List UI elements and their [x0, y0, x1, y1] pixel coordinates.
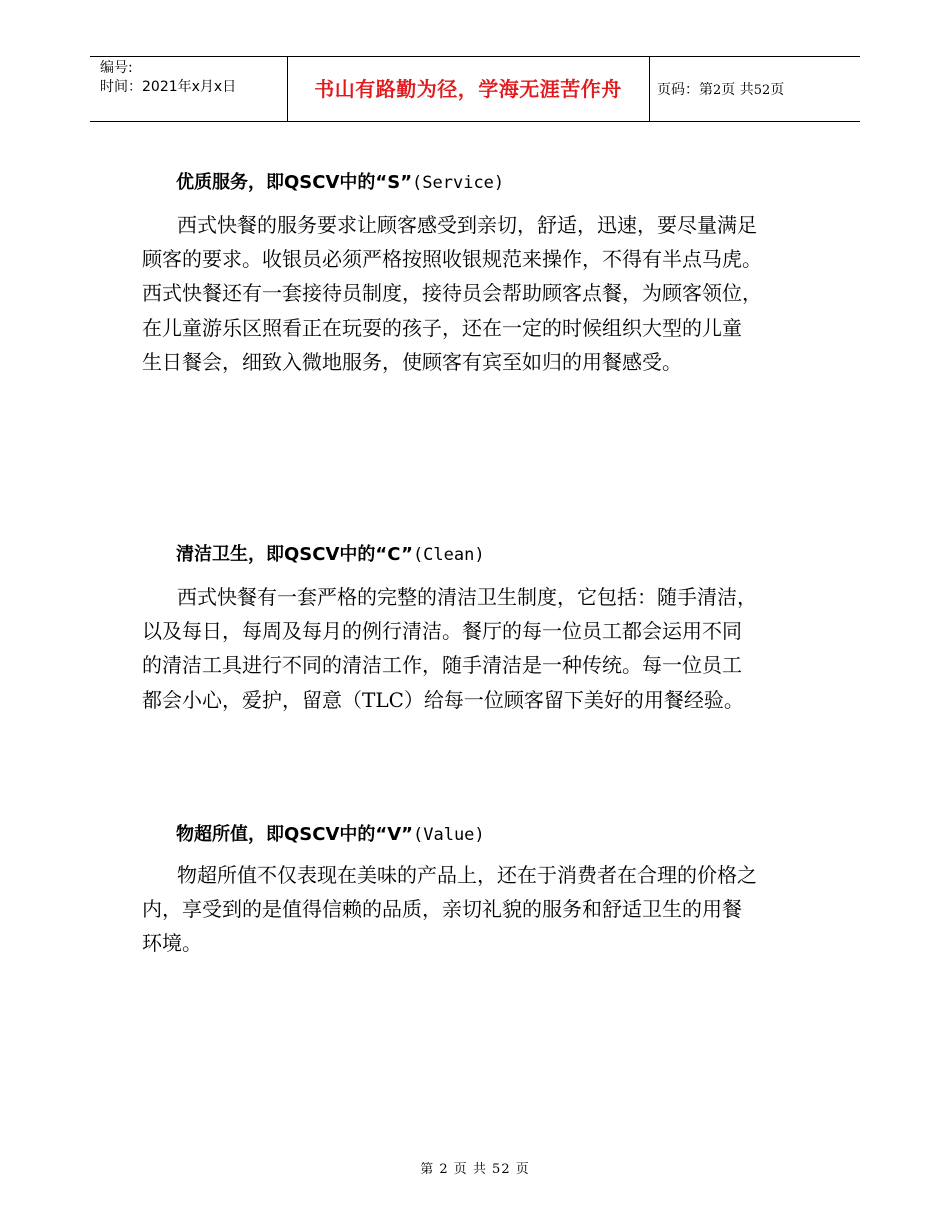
heading-text: 优质服务，即QSCV中的“S” — [176, 172, 413, 193]
header-motto: 书山有路勤为径，学海无涯苦作舟 — [314, 77, 622, 101]
section-heading-clean — [176, 540, 485, 566]
body-line: 西式快餐的服务要求让顾客感受到亲切，舒适，迅速，要尽量满足 — [177, 213, 757, 237]
page-prefix: 页码：第 — [657, 82, 713, 98]
body-line: 以及每日，每周及每月的例行清洁。餐厅的每一位员工都会运用不同 — [142, 619, 742, 644]
section-body-clean — [142, 580, 822, 717]
page-footer: 第 2 页 共 52 页 — [420, 1162, 530, 1177]
section-body-service — [142, 208, 822, 379]
page-total: 52 — [753, 83, 771, 98]
section-body-value — [142, 858, 822, 961]
body-line: 西式快餐还有一套接待员制度，接待员会帮助顾客点餐，为顾客领位， — [142, 281, 762, 306]
body-line: 生日餐会，细致入微地服务，使顾客有宾至如归的用餐感受。 — [142, 349, 682, 374]
body-line: 都会小心，爱护，留意（TLC）给每一位顾客留下美好的用餐经验。 — [142, 687, 744, 712]
page-current: 2 — [713, 83, 722, 98]
heading-latin: (Clean) — [412, 545, 485, 565]
page-header — [90, 56, 860, 122]
heading-latin: (Service) — [412, 173, 505, 193]
heading-text: 物超所值，即QSCV中的“V” — [176, 824, 413, 845]
header-divider-right — [649, 57, 650, 121]
body-line: 物超所值不仅表现在美味的产品上，还在于消费者在合理的价格之 — [177, 863, 757, 887]
page-suffix: 页 — [770, 82, 785, 98]
body-line: 在儿童游乐区照看正在玩耍的孩子，还在一定的时候组织大型的儿童 — [142, 315, 742, 340]
header-meta — [100, 59, 236, 97]
body-line: 内，享受到的是值得信赖的品质，亲切礼貌的服务和舒适卫生的用餐 — [142, 897, 742, 922]
document-time: 时间：2021年x月x日 — [100, 79, 237, 95]
section-heading-service — [176, 168, 504, 194]
page-mid: 页 共 — [721, 82, 754, 98]
body-line: 西式快餐有一套严格的完整的清洁卫生制度，它包括：随手清洁， — [177, 585, 757, 609]
section-heading-value — [176, 820, 485, 846]
heading-latin: (Value) — [413, 825, 485, 845]
body-line: 环境。 — [142, 931, 202, 956]
body-line: 顾客的要求。收银员必须严格按照收银规范来操作，不得有半点马虎。 — [142, 247, 762, 272]
header-page-indicator — [657, 79, 784, 99]
heading-text: 清洁卫生，即QSCV中的“C” — [176, 544, 413, 565]
document-number-label: 编号: — [100, 60, 133, 76]
body-line: 的清洁工具进行不同的清洁工作，随手清洁是一种传统。每一位员工 — [142, 653, 742, 678]
